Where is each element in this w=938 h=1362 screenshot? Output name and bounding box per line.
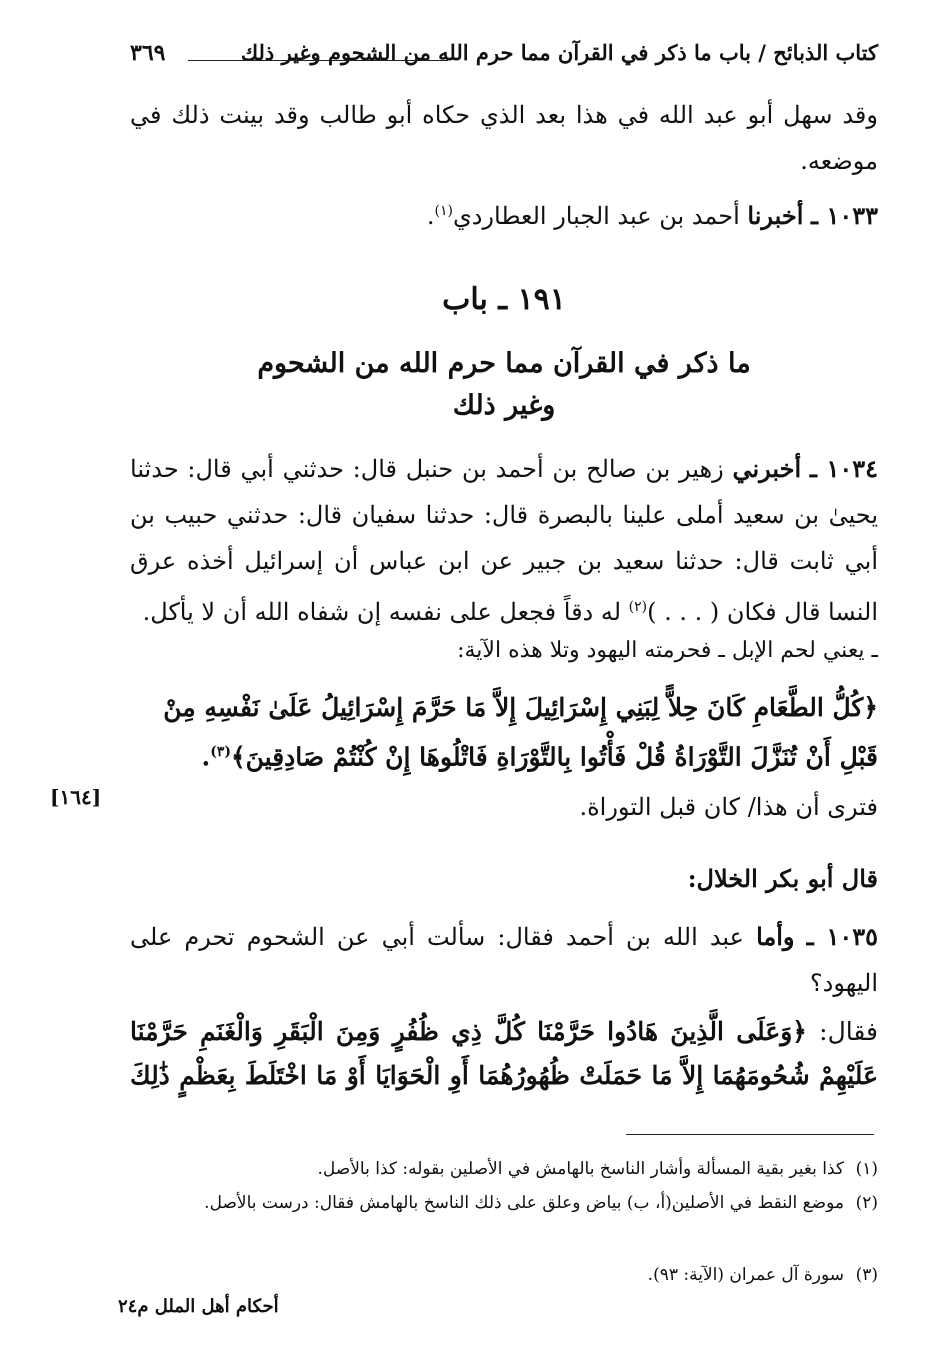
footnote-1 [130,1156,878,1183]
header-rule [188,60,448,61]
item-1034-explanation: ـ يعني لحم الإبل ـ فحرمته اليهود وتلا هذه الآية: [457,638,878,663]
footnote-marker-3: (٣) [210,744,231,760]
footnote-3 [130,1262,878,1289]
signature-footer: أحكام أهل الملل م٢٤ [118,1296,279,1317]
page-number: ٣٦٩ [130,40,166,66]
item-1033-text: أحمد بن عبد الجبار العطاردي [452,202,740,230]
footnote-separator [626,1134,874,1135]
footnote-2-text: موضع النقط في الأصلين(أ، ب) بياض وعلق على ذلك الناسخ بالهامش فقال: درست بالأصل. [204,1193,844,1213]
item-1035 [130,914,878,1006]
footnote-marker-1: (١) [434,203,453,219]
footnote-2 [130,1190,878,1217]
running-header [130,40,878,74]
header-title: كتاب الذبائح / باب ما ذكر في القرآن مما حرم الله من الشحوم وغير ذلك [240,40,878,65]
item-1033 [130,188,878,239]
khallal-heading: قال أبو بكر الخلال: [687,864,878,893]
item-1033-end: . [426,202,435,230]
item-1034 [130,446,878,635]
item-1034-text: زهير بن صالح بن أحمد بن حنبل قال: حدثني أبي قال: حدثنا يحيىٰ بن سعيد أملى علينا بالبصرة قال: حدثنا سفيان قال: حدثني حبيب بن أبي ثابت قال: حدثنا سعيد بن جبير عن ابن عباس أن إسرائيل أخذه عرق النسا قال فكان ( . . . ) [130,455,878,626]
intro-paragraph [130,92,878,184]
item-1034-keyword: أخبرني [732,454,802,483]
chapter-number: ١٩١ ـ باب [442,282,566,317]
footnote-1-number: (١) [855,1159,878,1179]
verse-al-anam-146 [130,1010,878,1098]
item-1034-text-end: له دقاً فجعل على نفسه إن شفاه الله أن لا يأكل. [142,598,622,626]
verse-anam-text: ﴿وَعَلَى الَّذِينَ هَادُوا حَرَّمْنَا كُلَّ ذِي ظُفُرٍ وَمِنَ الْبَقَرِ وَالْغَنَمِ حَرَّمْنَا عَلَيْهِمْ شُحُومَهُمَا إِلاَّ مَا حَمَلَتْ ظُهُورُهُمَا أَوِ الْحَوَايَا أَوْ مَا اخْتَلَطَ بِعَظْمٍ ذَٰلِكَ [130,1017,878,1090]
verse-al-imran-93 [130,686,878,779]
item-1034-number: ١٠٣٤ ـ [809,454,878,483]
item-1033-keyword: أخبرنا [747,201,804,230]
manuscript-folio-ref: [١٦٤] [50,785,102,809]
verse-text: ﴿كُلُّ الطَّعَامِ كَانَ حِلاًّ لِبَنِي إِسْرَائِيلَ إِلاَّ مَا حَرَّمَ إِسْرَائِيلُ عَلَىٰ نَفْسِهِ مِنْ قَبْلِ أَنْ تُنَزَّلَ التَّوْرَاةُ قُلْ فَأْتُوا بِالتَّوْرَاةِ فَاتْلُوهَا إِنْ كُنْتُمْ صَادِقِينَ﴾ [163,693,878,772]
intro-text: وقد سهل أبو عبد الله في هذا بعد الذي حكاه أبو طالب وقد بينت ذلك في موضعه. [130,101,878,175]
verse-intro: فقال: [819,1017,878,1046]
item-1033-number: ١٠٣٣ ـ [811,201,878,230]
verse-end: . [201,742,211,772]
footnote-2-number: (٢) [855,1193,878,1213]
item-1035-text: عبد الله بن أحمد فقال: سألت أبي عن الشحوم تحرم على اليهود؟ [130,923,878,997]
footnote-3-text: سورة آل عمران (الآية: ٩٣). [647,1265,844,1285]
item-1035-number: ١٠٣٥ ـ [806,922,878,951]
footnote-marker-2: (٢) [628,599,648,615]
footnote-1-text: كذا بغير بقية المسألة وأشار الناسخ بالهامش في الأصلين بقوله: كذا بالأصل. [317,1159,844,1179]
item-1034-after: فترى أن هذا/ كان قبل التوراة. [579,793,878,821]
chapter-title-line1: ما ذكر في القرآن مما حرم الله من الشحوم [257,348,751,379]
item-1035-keyword: وأما [756,922,795,951]
footnote-3-number: (٣) [855,1265,878,1285]
chapter-title-line2: وغير ذلك [452,390,556,421]
